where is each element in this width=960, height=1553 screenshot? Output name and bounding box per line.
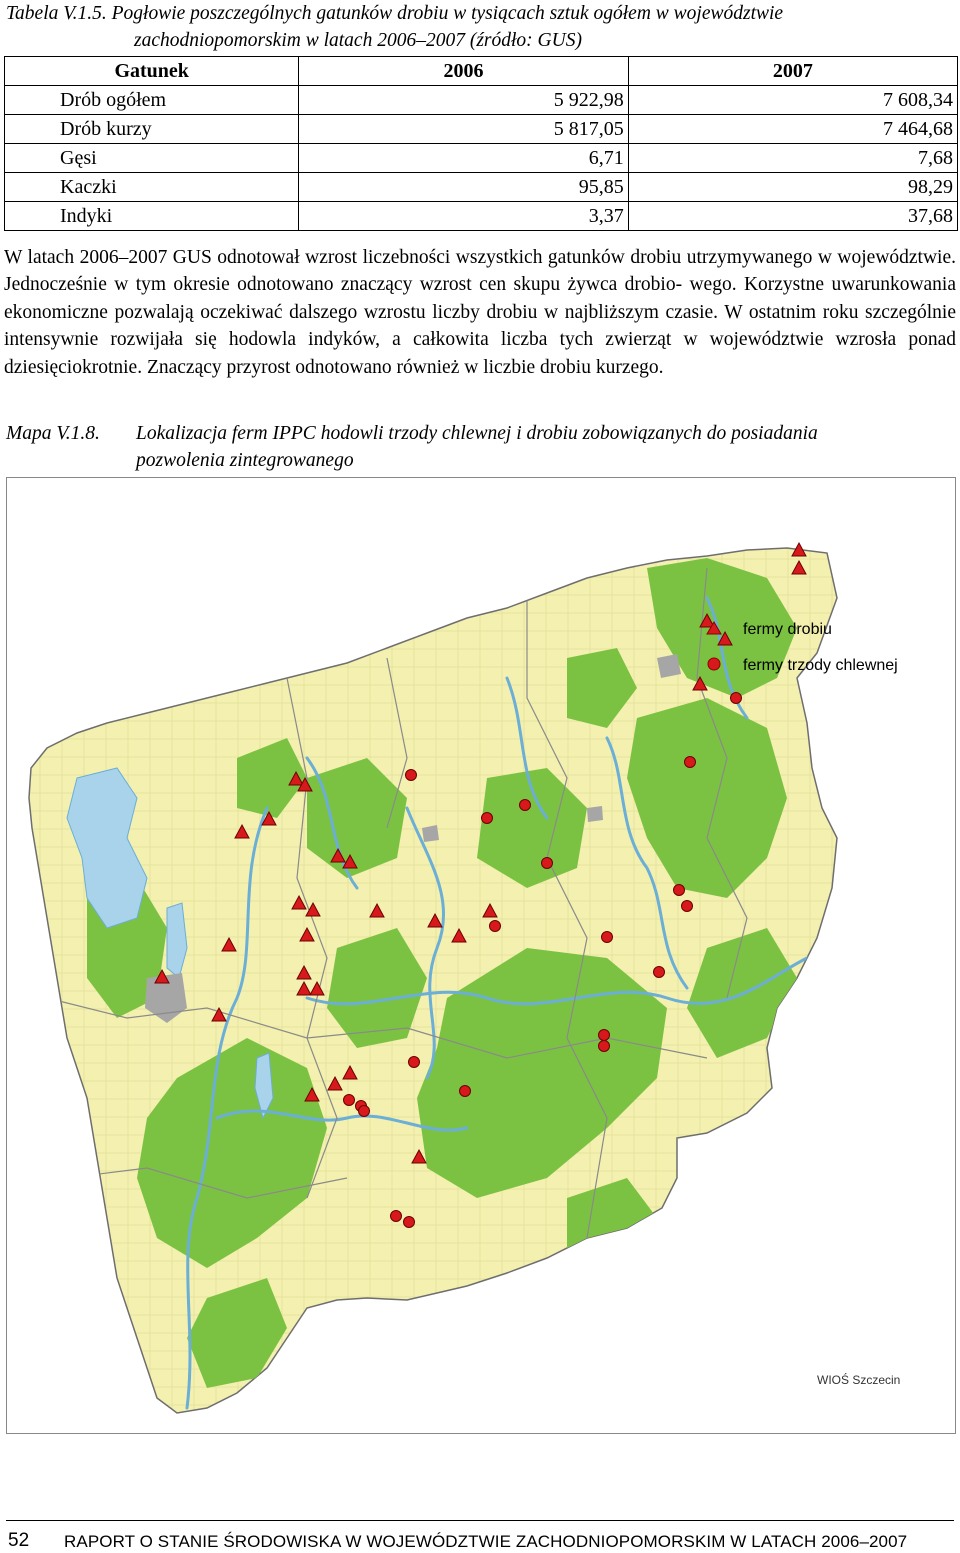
table-caption-line-2: zachodniopomorskim w latach 2006–2007 (źródło: GUS) [134, 30, 582, 51]
map-canvas [7, 478, 955, 1433]
footer-rule [6, 1520, 954, 1521]
column-header-2007: 2007 [628, 57, 957, 86]
map-caption-label: Mapa V.1.8. [6, 423, 100, 444]
ippc-farms-map [6, 477, 956, 1434]
cell-2007: 7,68 [628, 144, 957, 173]
pig-farm-marker [599, 1030, 610, 1041]
table-caption [6, 0, 956, 54]
cell-2006: 5 817,05 [299, 115, 628, 144]
cell-2007: 37,68 [628, 202, 957, 231]
map-caption-line-2: pozwolenia zintegrowanego [136, 450, 354, 471]
cell-2006: 95,85 [299, 173, 628, 202]
pig-farm-marker [685, 757, 696, 768]
paragraph-line: w najbliższym czasie. W ostatnim roku szczególnie intensywnie rozwijała się hodowla indyków, [4, 301, 956, 351]
cell-2007: 7 608,34 [628, 86, 957, 115]
page-number: 52 [8, 1530, 30, 1551]
pig-farm-marker [731, 693, 742, 704]
column-header-2006: 2006 [299, 57, 628, 86]
cell-species: Drób ogółem [5, 86, 299, 115]
map-credit: WIOŚ Szczecin [817, 1373, 901, 1387]
paragraph-line: odnotowano również w liczbie drobiu kurzego. [295, 356, 664, 378]
table-row [5, 144, 958, 173]
pig-farm-marker [406, 770, 417, 781]
map-caption-text [6, 420, 956, 474]
paragraph-line: wego. Korzystne uwarunkowania ekonomiczne pozwalają oczekiwać dalszego wzrostu liczby drobiu [4, 274, 957, 323]
pig-farm-marker [674, 885, 685, 896]
table-row [5, 173, 958, 202]
legend-poultry-label: fermy drobiu [743, 621, 832, 638]
cell-2006: 3,37 [299, 202, 628, 231]
cell-species: Kaczki [5, 173, 299, 202]
cell-2007: 98,29 [628, 173, 957, 202]
pig-farm-marker [682, 901, 693, 912]
paragraph-line: W latach 2006–2007 GUS odnotował wzrost liczebności wszystkich gatunków drobiu utrzymywanego [4, 247, 813, 268]
cell-species: Indyki [5, 202, 299, 231]
pig-farm-marker [654, 967, 665, 978]
table-row [5, 115, 958, 144]
pig-farm-marker [391, 1211, 402, 1222]
pig-farm-marker [520, 800, 531, 811]
pig-farm-marker [404, 1217, 415, 1228]
running-title: RAPORT O STANIE ŚRODOWISKA W WOJEWÓDZTWIE ZACHODNIOPOMORSKIM W LATACH 2006–2007 [64, 1532, 908, 1551]
table-row [5, 86, 958, 115]
cell-2006: 5 922,98 [299, 86, 628, 115]
map-caption-line-1: Lokalizacja ferm IPPC hodowli trzody chlewnej i drobiu zobowiązanych do posiadania [136, 423, 818, 444]
poultry-table [4, 56, 958, 231]
pig-farm-marker [490, 921, 501, 932]
pig-farm-marker [409, 1057, 420, 1068]
pig-farm-marker [344, 1095, 355, 1106]
cell-2006: 6,71 [299, 144, 628, 173]
body-paragraph [4, 244, 956, 381]
pig-farm-marker [542, 858, 553, 869]
paragraph-line: a całkowita liczba tych zwierząt w województwie wzrosła ponad dziesięciokrotnie. Znaczący przyrost [4, 329, 956, 378]
pig-farm-marker [602, 932, 613, 943]
paragraph-line: w województwie. Jednocześnie w tym okresie odnotowano znaczący wzrost cen skupu żywca drobio- [4, 247, 957, 296]
table-row [5, 202, 958, 231]
pig-farm-marker [359, 1106, 370, 1117]
table-caption-line-1: Tabela V.1.5. Pogłowie poszczególnych gatunków drobiu w tysiącach sztuk ogółem w województwie [6, 3, 784, 24]
pig-farm-marker [460, 1086, 471, 1097]
column-header-species: Gatunek [5, 57, 299, 86]
legend-pig-label: fermy trzody chlewnej [743, 657, 898, 674]
legend-pig-circle-icon [708, 658, 720, 670]
cell-species: Drób kurzy [5, 115, 299, 144]
table-header-row [5, 57, 958, 86]
cell-2007: 7 464,68 [628, 115, 957, 144]
cell-species: Gęsi [5, 144, 299, 173]
pig-farm-marker [599, 1041, 610, 1052]
map-caption [6, 420, 956, 474]
pig-farm-marker [482, 813, 493, 824]
